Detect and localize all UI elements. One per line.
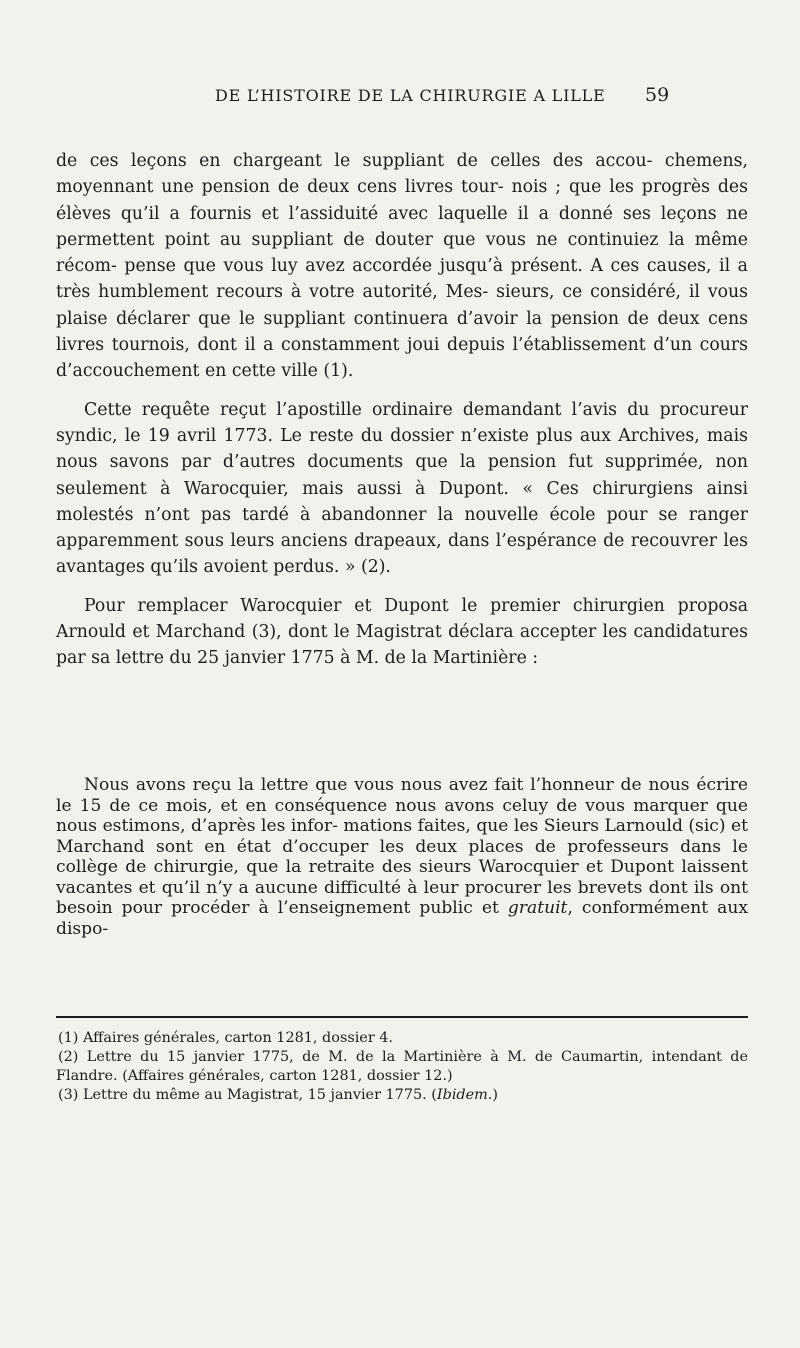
page-number: 59 [645,84,670,106]
block-quote-letter [56,775,748,939]
running-title: DE L’HISTOIRE DE LA CHIRURGIE A LILLE [215,86,606,105]
footnote-2: (2) Lettre du 15 janvier 1775, de M. de la Martinière à M. de Caumartin, intendant de Flandre. (Affaires générales, carton 1281, dossier 12.) [56,1049,748,1084]
quote-text-start: Nous avons reçu la lettre que vous nous avez fait l’honneur de nous écrire le 15 de ce mois, et en conséquence nous avons celuy de vous marquer que nous estimons, d’après les infor- mations faites, que les Sieurs Larnould (sic) et Marchand sont en état d’occuper les deux places de professeurs dans le collège de chirurgie, que la retraite des sieurs Warocquier et Dupont laissent vacantes et qu’il n’y a aucune difficulté à leur procurer les brevets dont ils ont besoin pour procéder à l’enseignement public et [56,775,748,918]
paragraph-requete: Cette requête reçut l’apostille ordinaire demandant l’avis du procureur syndic, le 19 avril 1773. Le reste du dossier n’existe plus aux Archives, mais nous savons par d’autres documents que la pension fut supprimée, non seulement à Warocquier, mais aussi à Dupont. « Ces chirurgiens ainsi molestés n’ont pas tardé à abandonner la nouvelle école pour se ranger apparemment sous leurs anciens drapeaux, dans l’espérance de recouvrer les avantages qu’ils avoient perdus. » (2). [56,399,748,578]
running-head [0,86,800,116]
footnote-divider [56,1016,748,1018]
footnote-3-text: (3) Lettre du même au Magistrat, 15 janvier 1775. ( [58,1087,437,1103]
quote-paragraph [56,775,748,939]
footnote-3-close: ) [492,1087,498,1103]
footnote-3-ibidem: Ibidem. [436,1087,493,1103]
paragraph-remplacement: Pour remplacer Warocquier et Dupont le premier chirurgien proposa Arnould et Marchand (3), dont le Magistrat déclara accepter les candidatures par sa lettre du 25 janvier 1775 à M. de la Martinière : [56,595,748,669]
quote-text-end: , conformément aux dispo- [56,898,748,939]
footnote-3 [56,1086,748,1105]
footnote-1: (1) Affaires générales, carton 1281, dossier 4. [58,1030,394,1046]
main-text [56,148,748,672]
paragraph-continued-petition: de ces leçons en chargeant le suppliant de celles des accou- chemens, moyennant une pension de deux cens livres tour- nois ; que les progrès des élèves qu’il a fournis et l’assiduité avec laquelle il a donné ses leçons ne permettent point au suppliant de douter que vous ne continuiez la même récom- pense que vous luy avez accordée jusqu’à présent. A ces causes, il a très humblement recours à votre autorité, Mes- sieurs, ce considéré, il vous plaise déclarer que le suppliant continuera d’avoir la pension de deux cens livres tournois, dont il a constamment joui depuis l’établissement d’un cours d’accouchement en cette ville (1). [56,151,748,382]
footnotes [56,1029,748,1105]
quote-italic-gratuit: gratuit [507,898,568,918]
